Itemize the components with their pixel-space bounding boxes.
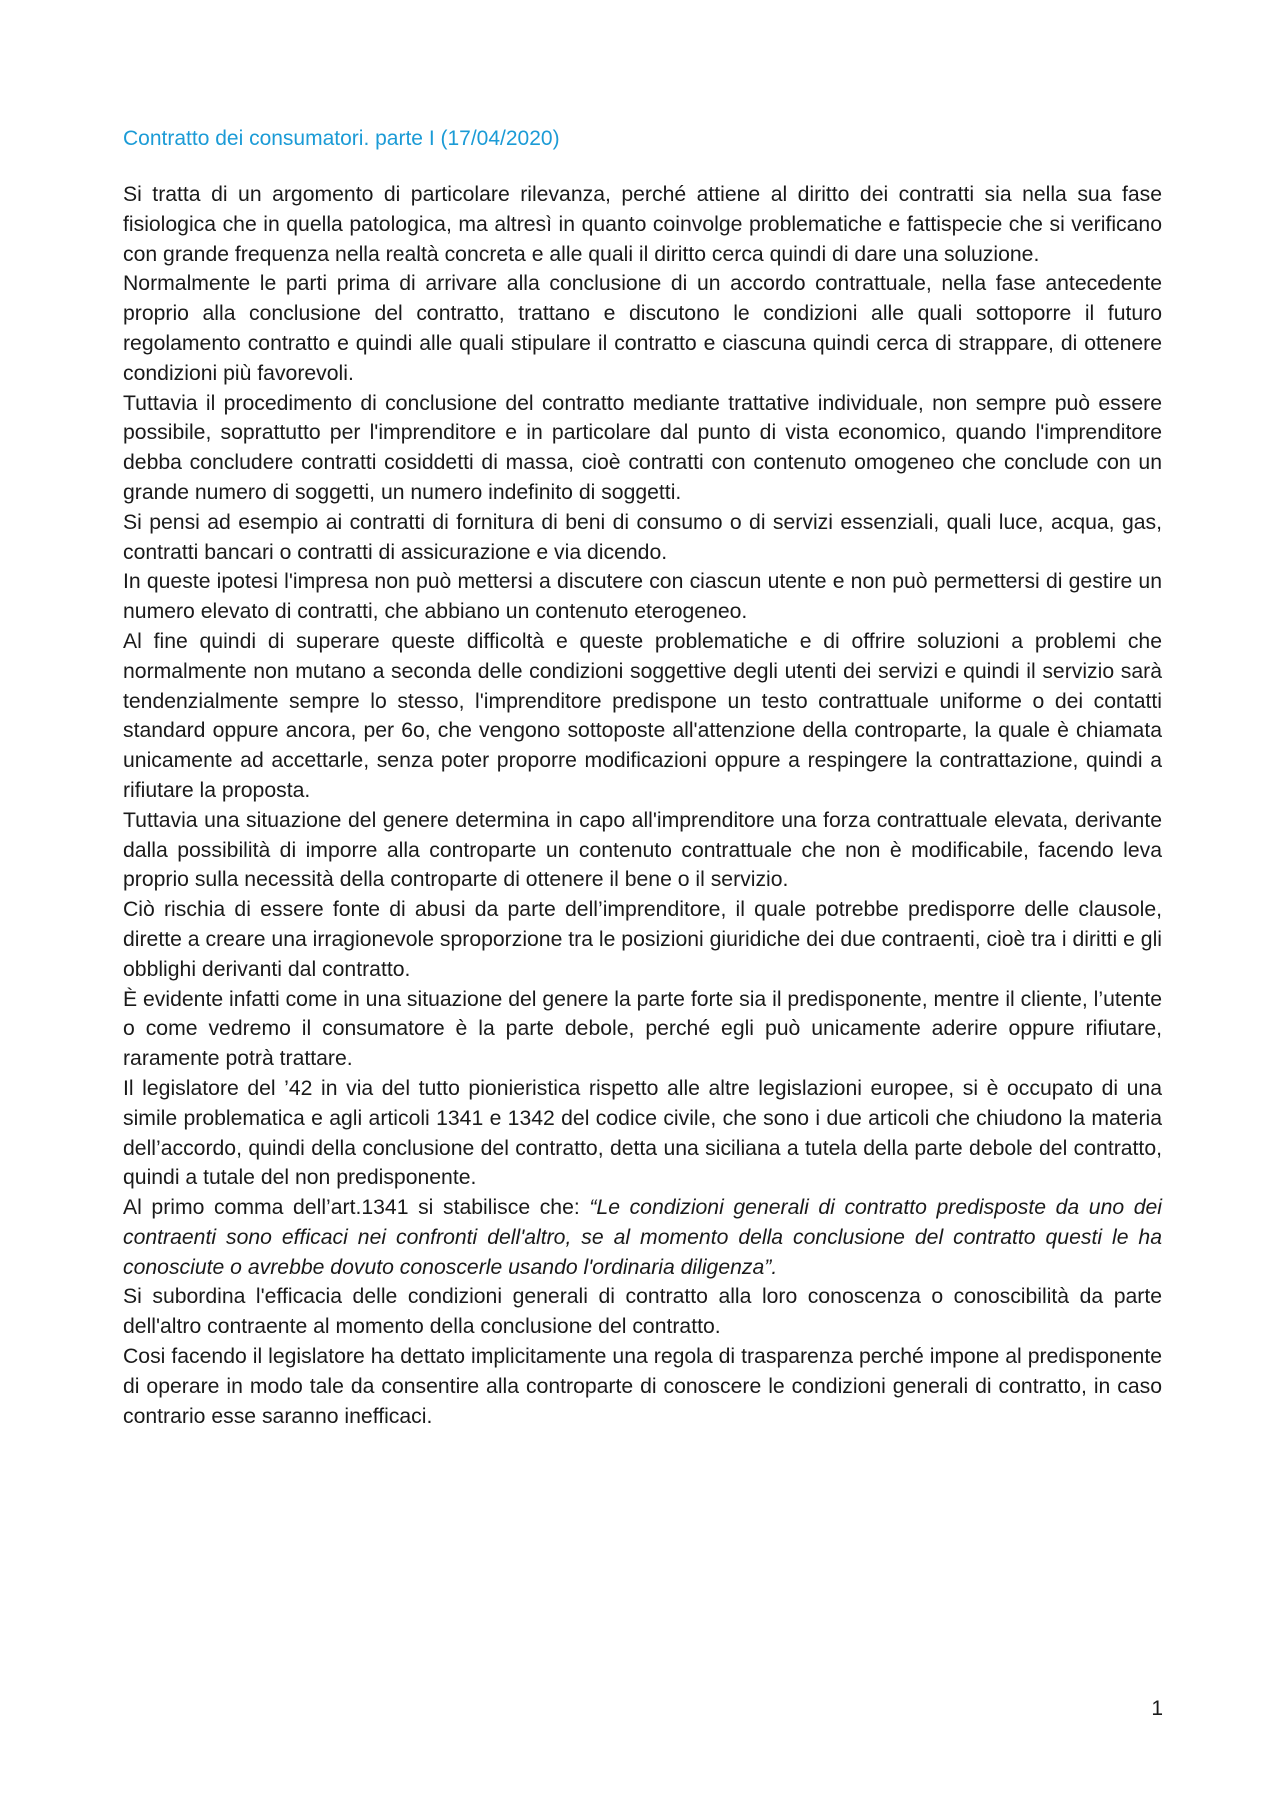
paragraph: Si tratta di un argomento di particolare rilevanza, perché attiene al diritto dei contratti sia nella sua fase fisiologica che in quella patologica, ma altresì in quanto coinvolge problematiche e fattispecie che si verificano con grande frequenza nella realtà concreta e alle quali il diritto cerca quindi di dare una soluzione. [123,183,1162,266]
paragraph: In queste ipotesi l'impresa non può mettersi a discutere con ciascun utente e non può permettersi di gestire un numero elevato di contratti, che abbiano un contenuto eterogeneo. [123,570,1162,624]
paragraph: Ciò rischia di essere fonte di abusi da parte dell’imprenditore, il quale potrebbe predisporre delle clausole, dirette a creare una irragionevole sproporzione tra le posizioni giuridiche dei due contraenti, cioè tra i diritti e gli obblighi derivanti dal contratto. [123,898,1162,981]
paragraph: Si pensi ad esempio ai contratti di fornitura di beni di consumo o di servizi essenziali, quali luce, acqua, gas, contratti bancari o contratti di assicurazione e via dicendo. [123,510,1162,564]
quote-paragraph [123,1193,1162,1282]
paragraph: Il legislatore del ’42 in via del tutto pionieristica rispetto alle altre legislazioni europee, si è occupato di una simile problematica e agli articoli 1341 e 1342 del codice civile, che sono i due articoli che chiudono la materia dell’accordo, quindi della conclusione del contratto, detta una siciliana a tutela della parte debole del contratto, quindi a tutale del non predisponente. [123,1076,1162,1190]
paragraph: Al fine quindi di superare queste difficoltà e queste problematiche e di offrire soluzioni a problemi che normalmente non mutano a seconda delle condizioni soggettive degli utenti dei servizi e quindi il servizio sarà tendenzialmente sempre lo stesso, l'imprenditore predispone un testo contrattuale uniforme o dei contatti standard oppure ancora, per 6o, che vengono sottoposte all'attenzione della controparte, la quale è chiamata unicamente ad accettarle, senza poter proporre modificazioni oppure a respingere la contrattazione, quindi a rifiutare la proposta. [123,629,1162,802]
paragraph: Cosi facendo il legislatore ha dettato implicitamente una regola di trasparenza perché impone al predisponente di operare in modo tale da consentire alla controparte di conoscere le condizioni generali di contratto, in caso contrario esse saranno inefficaci. [123,1345,1162,1428]
paragraph: Tuttavia una situazione del genere determina in capo all'imprenditore una forza contrattuale elevata, derivante dalla possibilità di imporre alla controparte un contenuto contrattuale che non è modificabile, facendo leva proprio sulla necessità della controparte di ottenere il bene o il servizio. [123,808,1162,892]
page-title: Contratto dei consumatori. parte I (17/04/2020) [123,127,560,150]
paragraph: Normalmente le parti prima di arrivare alla conclusione di un accordo contrattuale, nella fase antecedente proprio alla conclusione del contratto, trattano e discutono le condizioni alle quali sottoporre il futuro regolamento contratto e quindi alle quali stipulare il contratto e ciascuna quindi cerca di strappare, di ottenere condizioni più favorevoli. [123,272,1162,385]
paragraph: È evidente infatti come in una situazione del genere la parte forte sia il predisponente, mentre il cliente, l’utente o come vedremo il consumatore è la parte debole, perché egli può unicamente aderire oppure rifiutare, raramente potrà trattare. [123,987,1162,1071]
document-body [123,180,1162,1431]
page-number: 1 [1151,1697,1163,1720]
paragraph: Tuttavia il procedimento di conclusione del contratto mediante trattative individuale, non sempre può essere possibile, soprattutto per l'imprenditore e in particolare dal punto di vista economico, quando l'imprenditore debba concludere contratti cosiddetti di massa, cioè contratti con contenuto omogeneo che conclude con un grande numero di soggetti, un numero indefinito di soggetti. [123,391,1162,504]
quoted-article-text: “Le condizioni generali di contratto predisposte da uno dei contraenti sono efficaci nei confronti dell'altro, se al momento della conclusione del contratto questi le ha conosciute o avrebbe dovuto conoscerle usando l'ordinaria diligenza”. [123,1196,1163,1279]
paragraph: Si subordina l'efficacia delle condizioni generali di contratto alla loro conoscenza o conoscibilità da parte dell'altro contraente al momento della conclusione del contratto. [123,1285,1162,1339]
quote-intro: Al primo comma dell’art.1341 si stabilisce che: [123,1196,590,1220]
